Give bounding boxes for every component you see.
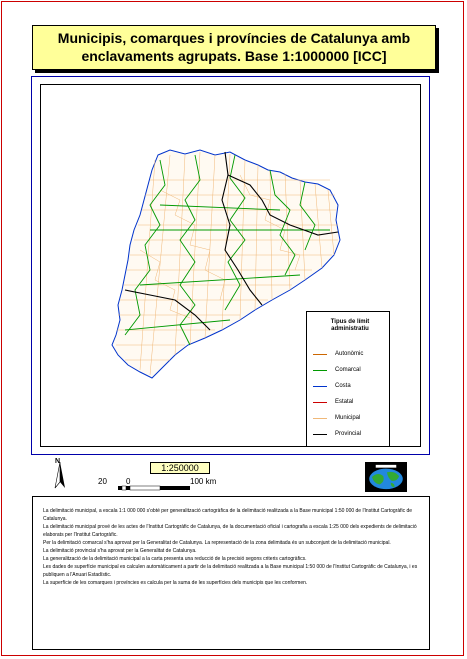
map-title: Municipis, comarques i províncies de Catalunya amb enclavaments agrupats. Base 1:1000000 [ICC] xyxy=(32,25,436,70)
legend-swatch xyxy=(313,354,327,355)
description-paragraph: La delimitació provincial s'ha aprovat per la Generalitat de Catalunya. xyxy=(43,548,197,554)
scale-ratio: 1:250000 xyxy=(150,462,210,474)
legend-swatch xyxy=(313,402,327,403)
north-label: N xyxy=(55,458,61,465)
description-paragraph: La generalització de la delimitació municipal a la carta presenta una reducció de la precisió segons criteris cartogràfics. xyxy=(43,556,307,562)
legend-label: Provincial xyxy=(335,431,362,437)
legend-item-comarcal xyxy=(313,366,389,374)
legend-swatch xyxy=(313,386,327,387)
legend-item-costa xyxy=(313,382,389,390)
legend-label: Costa xyxy=(335,383,351,389)
legend-label: Municipal xyxy=(335,415,361,421)
description-box xyxy=(32,496,430,650)
description-paragraph: Les dades de superfície municipal es calculen automàticament a partir de la delimitació realitzada a la Base municipal 1:50 000 de l'Institut Cartogràfic de Catalunya, i es publiquen a l'Anuari Estadístic. xyxy=(43,564,418,578)
map-legend xyxy=(306,311,390,447)
scale-label-end: 100 km xyxy=(190,477,217,486)
description-paragraph: La superfície de les comarques i províncies es calcula per la suma de les superfícies dels municipis que les conformen. xyxy=(43,580,308,586)
legend-label: Comarcal xyxy=(335,367,361,373)
legend-label: Autonòmic xyxy=(335,351,364,357)
scale-label-zero: 0 xyxy=(126,477,131,486)
scale-label-start: 20 xyxy=(98,477,107,486)
legend-title: Tipus de límit administratiu xyxy=(330,319,370,332)
description-paragraph: Per la delimitació comarcal s'ha aprovat per la Generalitat de Catalunya. La representació de la zona delimitada és un subconjunt de la delimitació municipal. xyxy=(43,540,391,546)
legend-item-municipal xyxy=(313,414,389,422)
description-paragraph: La delimitació municipal, a escala 1:1 000 000 s'obté per generalització cartogràfica de la delimitació realitzada a la Base municipal 1:50 000 de l'Institut Cartogràfic de Catalunya. xyxy=(43,508,413,522)
legend-swatch xyxy=(313,418,327,419)
icc-logo-icon xyxy=(365,462,407,492)
legend-swatch xyxy=(313,370,327,371)
legend-item-provincial xyxy=(313,430,389,438)
description-paragraph: La delimitació municipal prové de les actes de l'Institut Cartogràfic de Catalunya, de la documentació oficial i cartografia a escala 1:25 000 dels expedients de delimitació elaborats per l'Institut Cartogràfic. xyxy=(43,524,417,538)
legend-item-estatal xyxy=(313,398,389,406)
legend-swatch xyxy=(313,434,327,435)
legend-label: Estatal xyxy=(335,399,354,405)
legend-item-autonomic xyxy=(313,350,389,358)
